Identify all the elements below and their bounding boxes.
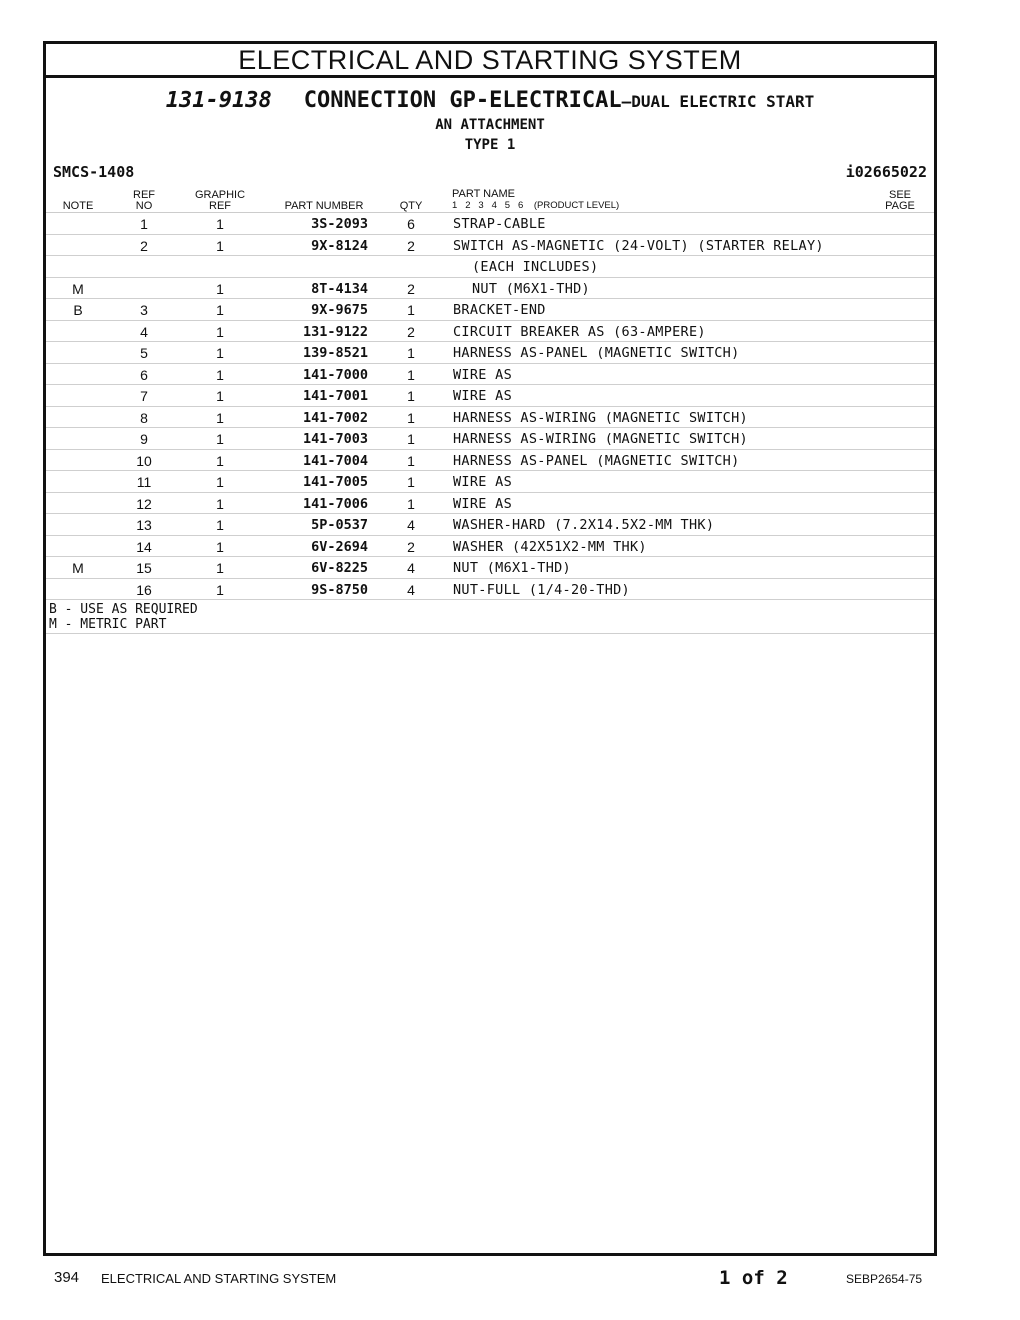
cell-graphic-ref: 1 <box>216 474 224 490</box>
cell-qty: 1 <box>407 409 415 426</box>
cell-part-number: 6V-8225 <box>311 560 368 576</box>
cell-part-number: 141-7003 <box>302 431 368 447</box>
cell-ref-no: 5 <box>140 345 148 361</box>
cell-qty: 1 <box>407 302 415 318</box>
cell-graphic-ref: 1 <box>216 431 224 447</box>
cell-qty: 2 <box>407 323 415 340</box>
table-row <box>46 299 934 321</box>
cell-part-name: STRAP-CABLE <box>453 216 546 232</box>
cell-part-name: NUT (M6X1-THD) <box>453 560 571 576</box>
col-graphic-top: GRAPHIC <box>194 189 246 201</box>
cell-qty: 4 <box>407 581 415 598</box>
cell-graphic-ref: 1 <box>216 323 224 340</box>
cell-graphic-ref: 1 <box>216 517 224 533</box>
cell-ref-no: 10 <box>136 452 152 469</box>
cell-graphic-ref: 1 <box>216 409 224 426</box>
cell-qty: 1 <box>407 388 415 404</box>
cell-part-number: 9S-8750 <box>311 581 368 598</box>
page-frame <box>43 41 937 1256</box>
group-name: CONNECTION GP-ELECTRICAL <box>303 88 622 113</box>
col-product-level: 1 2 3 4 5 6 (PRODUCT LEVEL) <box>452 200 620 211</box>
cell-qty: 1 <box>407 474 415 490</box>
cell-part-name: HARNESS AS-PANEL (MAGNETIC SWITCH) <box>453 345 740 361</box>
cell-part-name: WIRE AS <box>453 495 512 512</box>
cell-graphic-ref: 1 <box>216 388 224 404</box>
cell-part-number: 141-7002 <box>302 409 368 426</box>
cell-graphic-ref: 1 <box>216 581 224 598</box>
col-ref-bottom: NO <box>135 200 153 212</box>
cell-ref-no: 15 <box>136 560 152 576</box>
cell-part-number: 141-7005 <box>302 474 368 490</box>
col-graphic-bottom: REF <box>209 200 231 212</box>
heading-line-3: TYPE 1 <box>464 137 516 153</box>
table-row <box>46 450 934 472</box>
page-number: 394 <box>54 1269 80 1286</box>
parts-rows <box>46 213 934 600</box>
cell-part-name: HARNESS AS-WIRING (MAGNETIC SWITCH) <box>453 431 748 447</box>
page-of: 1 of 2 <box>719 1267 788 1289</box>
cell-ref-no: 1 <box>140 216 148 232</box>
cell-graphic-ref: 1 <box>216 538 224 555</box>
smcs-code: SMCS-1408 <box>53 163 135 181</box>
cell-part-name: SWITCH AS-MAGNETIC (24-VOLT) (STARTER RELAY) <box>453 237 824 254</box>
cell-part-name: (EACH INCLUDES) <box>472 259 599 275</box>
cell-ref-no: 3 <box>140 302 148 318</box>
illustration-id: i02665022 <box>845 163 927 181</box>
cell-graphic-ref: 1 <box>216 560 224 576</box>
cell-ref-no: 7 <box>140 388 148 404</box>
cell-ref-no: 8 <box>140 409 148 426</box>
cell-ref-no: 9 <box>140 431 148 447</box>
parts-table <box>46 187 934 634</box>
table-row <box>46 342 934 364</box>
cell-ref-no: 14 <box>136 538 152 555</box>
cell-part-number: 9X-8124 <box>311 237 368 254</box>
table-row <box>46 536 934 558</box>
page-footer <box>0 1266 1020 1290</box>
group-heading <box>46 78 934 155</box>
cell-part-name: WIRE AS <box>453 474 512 490</box>
cell-ref-no: 13 <box>136 517 152 533</box>
cell-part-number: 139-8521 <box>302 345 368 361</box>
notes-block <box>46 600 934 634</box>
col-qty: QTY <box>399 200 423 212</box>
cell-qty: 1 <box>407 366 415 383</box>
document-number: SEBP2654-75 <box>846 1272 923 1286</box>
cell-graphic-ref: 1 <box>216 237 224 254</box>
cell-note: M <box>72 560 84 576</box>
table-row <box>46 407 934 429</box>
cell-qty: 6 <box>407 216 415 232</box>
cell-part-name: BRACKET-END <box>453 302 546 318</box>
cell-part-number: 8T-4134 <box>311 280 368 297</box>
table-row <box>46 278 934 300</box>
table-row <box>46 385 934 407</box>
cell-graphic-ref: 1 <box>216 216 224 232</box>
cell-graphic-ref: 1 <box>216 366 224 383</box>
col-see-bottom: PAGE <box>885 200 915 212</box>
cell-ref-no: 16 <box>136 581 152 598</box>
section-title: ELECTRICAL AND STARTING SYSTEM <box>46 44 934 78</box>
cell-part-number: 131-9122 <box>302 323 368 340</box>
cell-graphic-ref: 1 <box>216 495 224 512</box>
column-header-row <box>46 187 934 213</box>
cell-graphic-ref: 1 <box>216 302 224 318</box>
table-row <box>46 471 934 493</box>
cell-part-number: 141-7000 <box>302 366 368 383</box>
cell-part-name: WIRE AS <box>453 366 512 383</box>
cell-ref-no: 6 <box>140 366 148 383</box>
heading-line-2: AN ATTACHMENT <box>435 117 545 133</box>
cell-note: M <box>72 280 84 297</box>
table-row <box>46 321 934 343</box>
table-row <box>46 493 934 515</box>
cell-part-number: 141-7001 <box>302 388 368 404</box>
cell-part-number: 5P-0537 <box>311 517 368 533</box>
cell-part-number: 141-7004 <box>302 452 368 469</box>
cell-part-number: 3S-2093 <box>311 216 368 232</box>
cell-part-number: 141-7006 <box>302 495 368 512</box>
cell-qty: 1 <box>407 345 415 361</box>
cell-part-name: NUT-FULL (1/4-20-THD) <box>453 581 630 598</box>
cell-ref-no: 4 <box>140 323 148 340</box>
cell-qty: 1 <box>407 452 415 469</box>
col-see-top: SEE <box>888 189 911 201</box>
table-row <box>46 579 934 601</box>
cell-graphic-ref: 1 <box>216 345 224 361</box>
note-b: B - USE AS REQUIRED <box>49 602 198 617</box>
col-part-name: PART NAME <box>452 188 515 200</box>
group-part-number: 131-9138 <box>165 88 272 113</box>
cell-part-name: CIRCUIT BREAKER AS (63-AMPERE) <box>453 323 706 340</box>
code-row <box>46 161 934 183</box>
cell-part-name: WIRE AS <box>453 388 512 404</box>
table-row <box>46 428 934 450</box>
cell-part-name: WASHER (42X51X2-MM THK) <box>453 538 647 555</box>
cell-qty: 2 <box>407 237 415 254</box>
heading-line-1 <box>46 88 934 115</box>
cell-qty: 2 <box>407 538 415 555</box>
table-row <box>46 213 934 235</box>
cell-note: B <box>73 302 83 318</box>
footer-section: ELECTRICAL AND STARTING SYSTEM <box>101 1271 337 1286</box>
cell-part-name: HARNESS AS-PANEL (MAGNETIC SWITCH) <box>453 452 740 469</box>
cell-qty: 1 <box>407 495 415 512</box>
col-part-number: PART NUMBER <box>284 200 364 212</box>
cell-qty: 4 <box>407 517 415 533</box>
cell-part-name: HARNESS AS-WIRING (MAGNETIC SWITCH) <box>453 409 748 426</box>
cell-graphic-ref: 1 <box>216 452 224 469</box>
cell-graphic-ref: 1 <box>216 280 224 297</box>
cell-ref-no: 12 <box>136 495 152 512</box>
cell-part-number: 9X-9675 <box>311 302 368 318</box>
cell-qty: 1 <box>407 431 415 447</box>
table-row <box>46 557 934 579</box>
col-note: NOTE <box>62 200 94 212</box>
cell-part-number: 6V-2694 <box>311 538 368 555</box>
table-row <box>46 514 934 536</box>
cell-part-name: NUT (M6X1-THD) <box>472 280 590 297</box>
cell-qty: 4 <box>407 560 415 576</box>
table-row <box>46 256 934 278</box>
table-row <box>46 364 934 386</box>
group-subtitle: —DUAL ELECTRIC START <box>621 92 815 111</box>
note-m: M - METRIC PART <box>49 617 167 632</box>
table-row <box>46 235 934 257</box>
cell-ref-no: 2 <box>140 237 148 254</box>
cell-part-name: WASHER-HARD (7.2X14.5X2-MM THK) <box>453 517 715 533</box>
cell-ref-no: 11 <box>136 474 152 490</box>
col-ref-top: REF <box>133 189 155 201</box>
cell-qty: 2 <box>407 280 415 297</box>
